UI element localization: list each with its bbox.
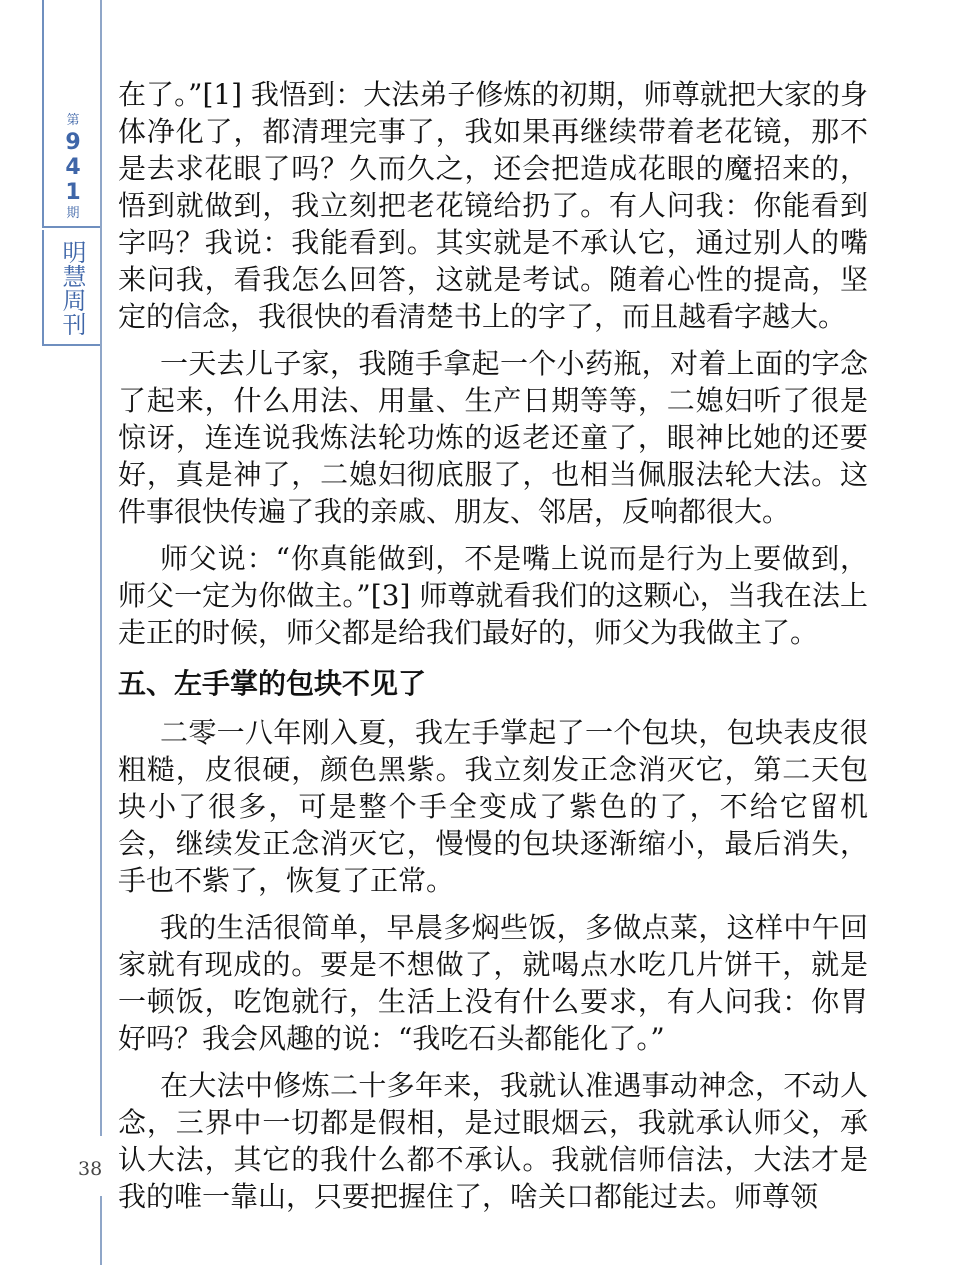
sidebar xyxy=(42,0,100,350)
paragraph-2: 一天去儿子家，我随手拿起一个小药瓶，对着上面的字念了起来，什么用法、用量、生产日期等等，二媳妇听了很是惊讶，连连说我炼法轮功炼的返老还童了，眼神比她的还要好，真是神了，二媳妇彻底服了，也相当佩服法轮大法。这件事很快传遍了我的亲戚、朋友、邻居，反响都很大。 xyxy=(118,347,868,528)
paragraph-5: 我的生活很简单，早晨多焖些饭，多做点菜，这样中午回家就有现成的。要是不想做了，就喝点水吃几片饼干，就是一顿饭，吃饱就行，生活上没有什么要求，有人问我：你胃好吗？我会风趣的说：“我吃石头都能化了。” xyxy=(118,911,868,1055)
issue-digit-3: 1 xyxy=(65,180,81,205)
magazine-title-box xyxy=(42,230,100,346)
paragraph-6: 在大法中修炼二十多年来，我就认准遇事动神念，不动人念，三界中一切都是假相，是过眼烟云，我就承认师父，承认大法，其它的我什么都不承认。我就信师信法，大法才是我的唯一靠山，只要把握住了，啥关口都能过去。师尊领 xyxy=(118,1069,868,1213)
issue-number xyxy=(44,112,102,223)
magazine-title: 明慧周刊 xyxy=(58,240,86,336)
issue-box xyxy=(42,0,100,228)
paragraph-3: 师父说：“你真能做到，不是嘴上说而是行为上要做到，师父一定为你做主。”[3] 师尊就看我们的这颗心，当我在法上走正的时候，师父都是给我们最好的，师父为我做主了。 xyxy=(118,542,868,649)
margin-rule-bottom xyxy=(100,1196,102,1265)
section-heading: 五、左手掌的包块不见了 xyxy=(118,667,427,700)
issue-digit-1: 9 xyxy=(65,130,81,155)
paragraph-4: 二零一八年刚入夏，我左手掌起了一个包块，包块表皮很粗糙，皮很硬，颜色黑紫。我立刻发正念消灭它，第二天包块小了很多，可是整个手全变成了紫色的了，不给它留机会，继续发正念消灭它，慢慢的包块逐渐缩小，最后消失，手也不紫了，恢复了正常。 xyxy=(118,716,868,897)
page-number: 38 xyxy=(78,1158,103,1180)
issue-digit-2: 4 xyxy=(65,155,81,180)
paragraph-1: 在了。”[1] 我悟到：大法弟子修炼的初期，师尊就把大家的身体净化了，都清理完事了，我如果再继续带着老花镜，那不是去求花眼了吗？久而久之，还会把造成花眼的魔招来的，悟到就做到，我立刻把老花镜给扔了。有人问我：你能看到字吗？我说：我能看到。其实就是不承认它，通过别人的嘴来问我，看我怎么回答，这就是考试。随着心性的提高，坚定的信念，我很快的看清楚书上的字了，而且越看字越大。 xyxy=(118,78,868,333)
article-body xyxy=(118,76,868,1225)
issue-suffix: 期 xyxy=(66,206,80,221)
issue-prefix: 第 xyxy=(66,113,80,128)
